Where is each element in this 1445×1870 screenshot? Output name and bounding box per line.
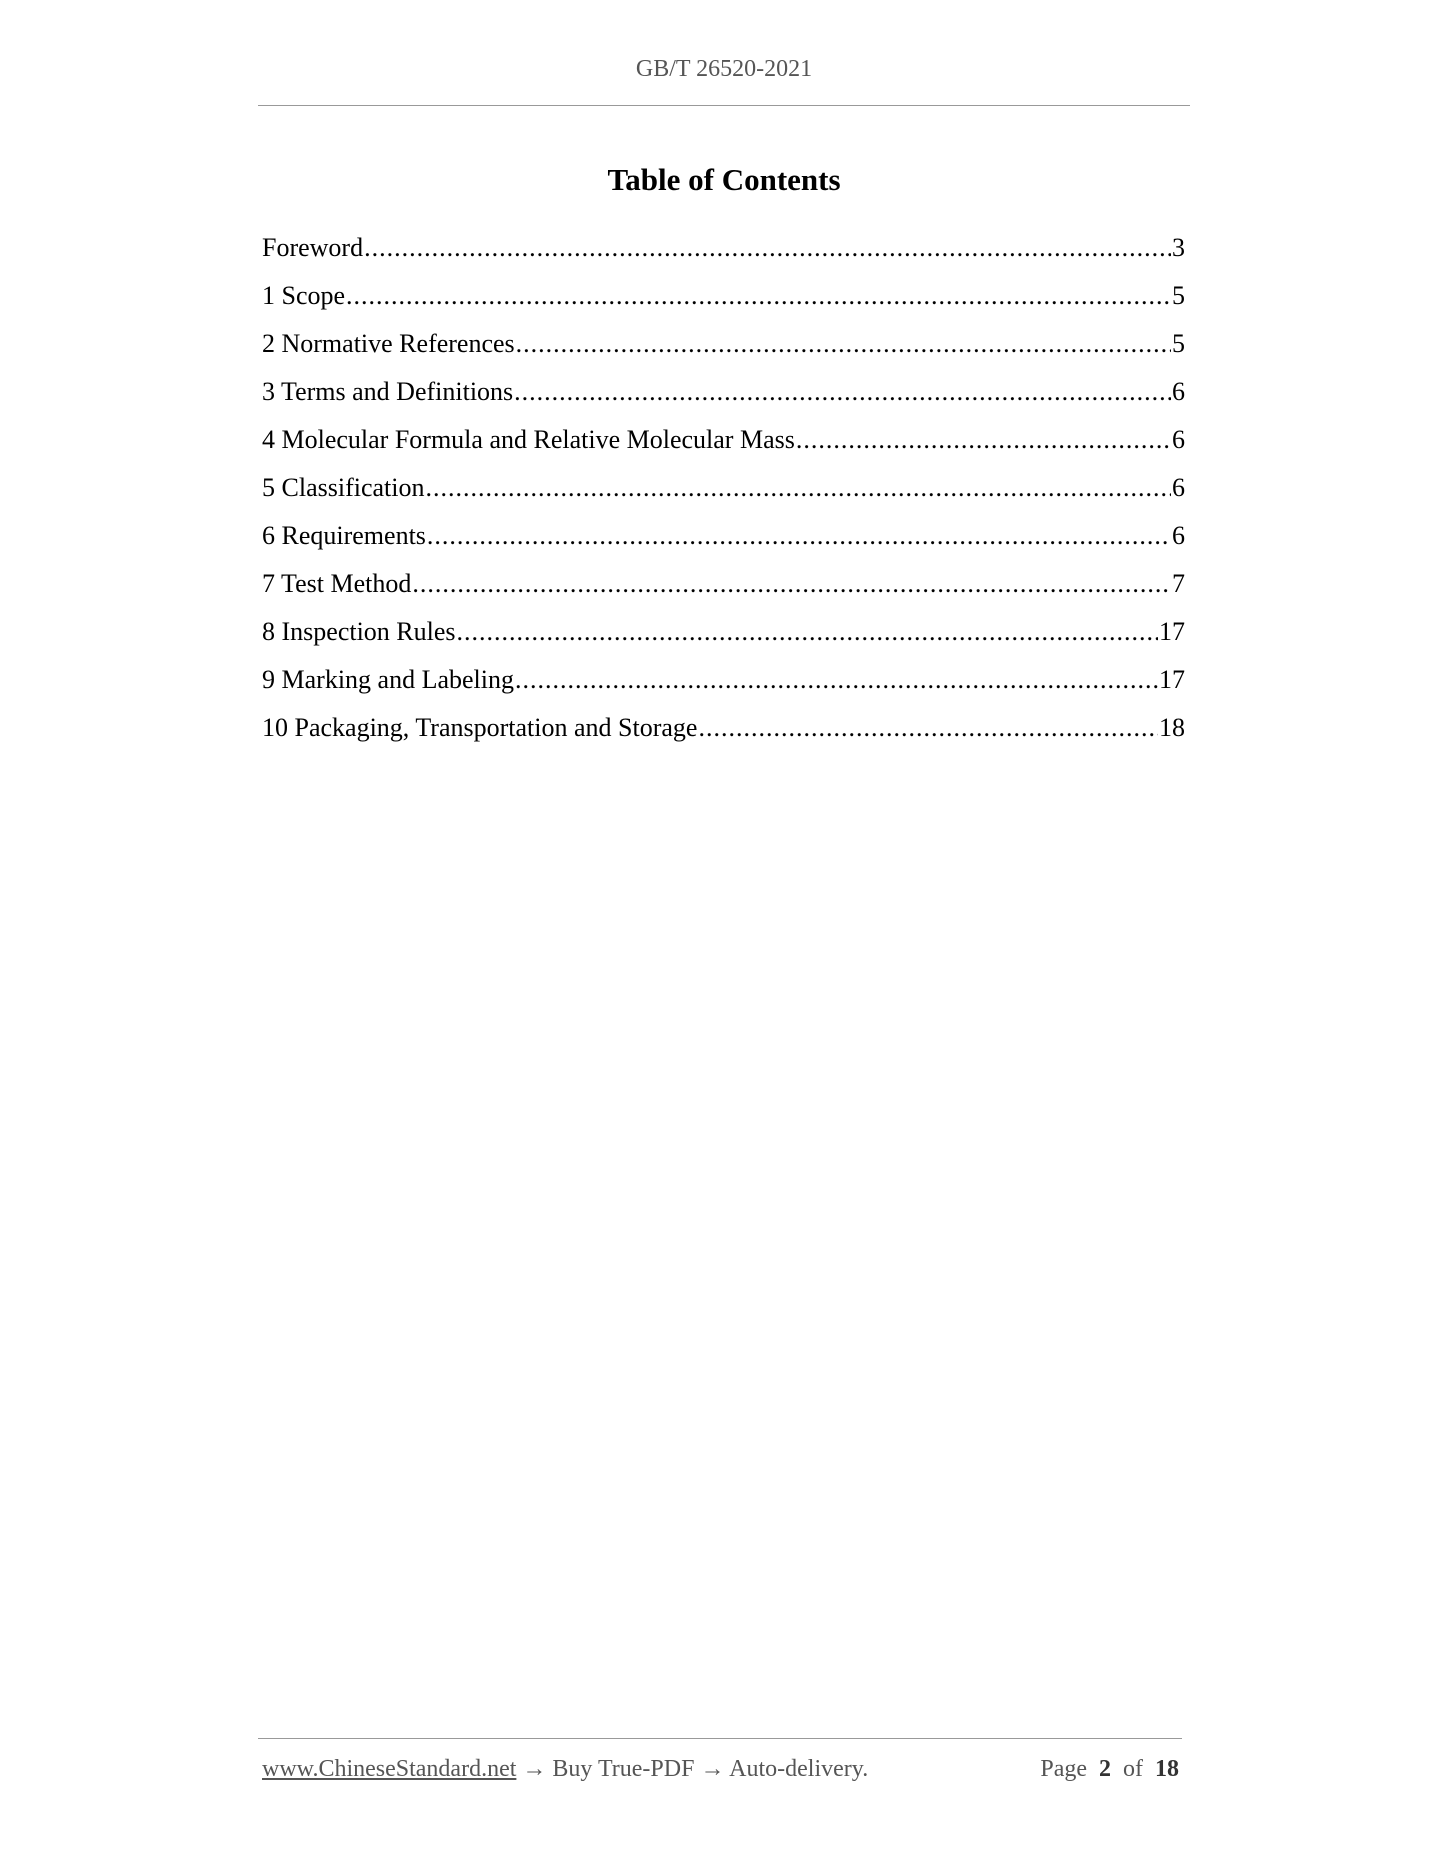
toc-entry-label: 2 Normative References xyxy=(262,329,515,358)
toc-dot-leader xyxy=(514,372,1171,412)
toc-dot-leader xyxy=(515,660,1158,700)
toc-dot-leader xyxy=(346,276,1171,316)
table-of-contents xyxy=(262,228,1185,756)
header-divider xyxy=(258,105,1190,106)
toc-dot-leader xyxy=(457,612,1158,652)
toc-entry-classification[interactable] xyxy=(262,468,1185,516)
toc-entry-test-method[interactable] xyxy=(262,564,1185,612)
auto-delivery-text: Auto-delivery. xyxy=(729,1756,869,1782)
toc-entry-label: 1 Scope xyxy=(262,281,346,310)
arrow-right-icon: → xyxy=(522,1756,547,1782)
footer-promo xyxy=(262,1756,868,1783)
toc-dot-leader xyxy=(364,228,1171,268)
toc-entry-page: 5 xyxy=(1172,281,1185,310)
toc-entry-page: 18 xyxy=(1159,713,1185,742)
toc-entry-page: 5 xyxy=(1172,329,1185,358)
toc-entry-label: 10 Packaging, Transportation and Storage xyxy=(262,713,698,742)
toc-entry-label: 9 Marking and Labeling xyxy=(262,665,514,694)
of-label: of xyxy=(1123,1756,1143,1782)
toc-dot-leader xyxy=(698,708,1158,748)
toc-entry-label: Foreword xyxy=(262,233,364,262)
toc-dot-leader xyxy=(516,324,1171,364)
toc-dot-leader xyxy=(425,468,1171,508)
toc-entry-label: 8 Inspection Rules xyxy=(262,617,456,646)
footer-divider xyxy=(258,1738,1182,1739)
toc-title: Table of Contents xyxy=(607,162,841,197)
toc-entry-label: 3 Terms and Definitions xyxy=(262,377,514,406)
toc-entry-inspection-rules[interactable] xyxy=(262,612,1185,660)
toc-entry-requirements[interactable] xyxy=(262,516,1185,564)
toc-entry-label: 7 Test Method xyxy=(262,569,412,598)
toc-entry-label: 5 Classification xyxy=(262,473,425,502)
toc-entry-packaging-transport-storage[interactable] xyxy=(262,708,1185,756)
toc-dot-leader xyxy=(427,516,1171,556)
toc-entry-scope[interactable] xyxy=(262,276,1185,324)
total-page-count: 18 xyxy=(1155,1756,1179,1782)
toc-entry-normative-references[interactable] xyxy=(262,324,1185,372)
website-link[interactable]: www.ChineseStandard.net xyxy=(262,1756,517,1782)
toc-entry-page: 17 xyxy=(1159,665,1185,694)
page-indicator xyxy=(1040,1756,1179,1783)
page-label: Page xyxy=(1040,1756,1087,1782)
toc-entry-page: 6 xyxy=(1172,473,1185,502)
toc-entry-molecular-formula[interactable] xyxy=(262,420,1185,468)
arrow-right-icon: → xyxy=(700,1756,725,1782)
toc-entry-page: 7 xyxy=(1172,569,1185,598)
toc-entry-page: 6 xyxy=(1172,377,1185,406)
document-id-header: GB/T 26520-2021 xyxy=(635,56,813,82)
toc-dot-leader xyxy=(796,420,1171,460)
current-page-number: 2 xyxy=(1099,1756,1111,1782)
toc-entry-label: 6 Requirements xyxy=(262,521,426,550)
toc-entry-foreword[interactable] xyxy=(262,228,1185,276)
toc-dot-leader xyxy=(412,564,1171,604)
buy-true-pdf-text: Buy True-PDF xyxy=(552,1756,695,1782)
toc-entry-page: 3 xyxy=(1172,233,1185,262)
toc-entry-page: 6 xyxy=(1172,425,1185,454)
toc-entry-terms-definitions[interactable] xyxy=(262,372,1185,420)
toc-entry-page: 17 xyxy=(1159,617,1185,646)
toc-entry-page: 6 xyxy=(1172,521,1185,550)
toc-entry-label: 4 Molecular Formula and Relative Molecular Mass xyxy=(262,425,795,454)
toc-entry-marking-labeling[interactable] xyxy=(262,660,1185,708)
